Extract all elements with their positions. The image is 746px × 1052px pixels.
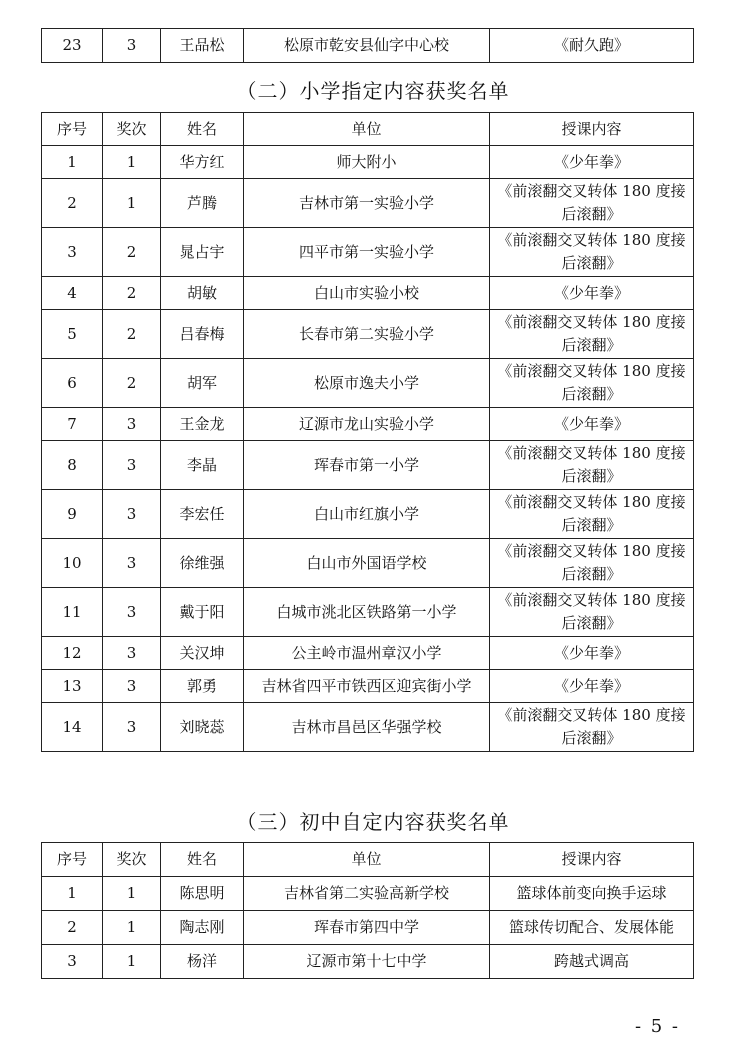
- table-header-row: [42, 843, 694, 877]
- cell-rank: 3: [103, 539, 161, 588]
- header-content: 授课内容: [490, 843, 694, 877]
- cell-rank: 3: [103, 670, 161, 703]
- cell-unit: 长春市第二实验小学: [244, 310, 490, 359]
- cell-rank: 3: [103, 408, 161, 441]
- cell-content: 《前滚翻交叉转体 180 度接后滚翻》: [490, 588, 694, 637]
- cell-unit: 吉林市昌邑区华强学校: [244, 703, 490, 752]
- table-row: [42, 359, 694, 408]
- cell-name: 芦腾: [161, 179, 244, 228]
- cell-no: 11: [42, 588, 103, 637]
- table-row: [42, 408, 694, 441]
- cell-rank: 2: [103, 228, 161, 277]
- cell-rank: 3: [103, 490, 161, 539]
- table-row: [42, 146, 694, 179]
- cell-unit: 吉林市第一实验小学: [244, 179, 490, 228]
- cell-no: 4: [42, 277, 103, 310]
- cell-no: 8: [42, 441, 103, 490]
- cell-rank: 1: [103, 877, 161, 911]
- cell-name: 刘晓蕊: [161, 703, 244, 752]
- cell-name: 吕春梅: [161, 310, 244, 359]
- cell-no: 10: [42, 539, 103, 588]
- cell-no: 12: [42, 637, 103, 670]
- cell-name: 晁占宇: [161, 228, 244, 277]
- cell-name: 李晶: [161, 441, 244, 490]
- cell-name: 徐维强: [161, 539, 244, 588]
- cell-no: 5: [42, 310, 103, 359]
- table-row: [42, 179, 694, 228]
- junior-award-table: [41, 842, 694, 979]
- cell-unit: 四平市第一实验小学: [244, 228, 490, 277]
- section3-title: （三）初中自定内容获奖名单: [236, 810, 510, 834]
- cell-no: 7: [42, 408, 103, 441]
- cell-unit: 白山市外国语学校: [244, 539, 490, 588]
- prev-award-table-body: [42, 29, 694, 63]
- cell-rank: 1: [103, 179, 161, 228]
- header-unit: 单位: [244, 843, 490, 877]
- page-number: - 5 -: [634, 1016, 680, 1037]
- table-row: [42, 945, 694, 979]
- table-row: [42, 441, 694, 490]
- cell-rank: 3: [103, 441, 161, 490]
- cell-name: 王品松: [161, 29, 244, 63]
- cell-no: 23: [42, 29, 103, 63]
- cell-content: 《少年拳》: [490, 637, 694, 670]
- cell-content: 《前滚翻交叉转体 180 度接后滚翻》: [490, 359, 694, 408]
- table-row: [42, 637, 694, 670]
- cell-no: 2: [42, 911, 103, 945]
- section2-title: （二）小学指定内容获奖名单: [236, 79, 510, 103]
- table-row: [42, 277, 694, 310]
- cell-content: 《少年拳》: [490, 146, 694, 179]
- prev-award-table: [41, 28, 694, 63]
- cell-no: 2: [42, 179, 103, 228]
- cell-no: 14: [42, 703, 103, 752]
- cell-unit: 松原市乾安县仙字中心校: [244, 29, 490, 63]
- table-row: [42, 310, 694, 359]
- cell-content: 篮球体前变向换手运球: [490, 877, 694, 911]
- cell-rank: 3: [103, 703, 161, 752]
- cell-unit: 师大附小: [244, 146, 490, 179]
- cell-unit: 珲春市第四中学: [244, 911, 490, 945]
- table-row: [42, 228, 694, 277]
- header-name: 姓名: [161, 113, 244, 146]
- cell-name: 杨洋: [161, 945, 244, 979]
- cell-content: 篮球传切配合、发展体能: [490, 911, 694, 945]
- table-row: [42, 703, 694, 752]
- cell-content: 《耐久跑》: [490, 29, 694, 63]
- cell-content: 《前滚翻交叉转体 180 度接后滚翻》: [490, 490, 694, 539]
- cell-name: 胡敏: [161, 277, 244, 310]
- cell-content: 《前滚翻交叉转体 180 度接后滚翻》: [490, 441, 694, 490]
- cell-name: 陶志刚: [161, 911, 244, 945]
- cell-unit: 白城市洮北区铁路第一小学: [244, 588, 490, 637]
- cell-content: 《前滚翻交叉转体 180 度接后滚翻》: [490, 228, 694, 277]
- cell-name: 李宏任: [161, 490, 244, 539]
- table-row: [42, 911, 694, 945]
- cell-unit: 吉林省四平市铁西区迎宾街小学: [244, 670, 490, 703]
- cell-rank: 3: [103, 29, 161, 63]
- header-rank: 奖次: [103, 113, 161, 146]
- cell-unit: 松原市逸夫小学: [244, 359, 490, 408]
- header-no: 序号: [42, 113, 103, 146]
- cell-unit: 白山市实验小校: [244, 277, 490, 310]
- cell-name: 关汉坤: [161, 637, 244, 670]
- table-header-row: [42, 113, 694, 146]
- cell-content: 《少年拳》: [490, 670, 694, 703]
- cell-no: 3: [42, 945, 103, 979]
- cell-content: 《前滚翻交叉转体 180 度接后滚翻》: [490, 179, 694, 228]
- cell-unit: 白山市红旗小学: [244, 490, 490, 539]
- table-row: [42, 490, 694, 539]
- cell-rank: 2: [103, 359, 161, 408]
- cell-content: 《少年拳》: [490, 277, 694, 310]
- primary-award-table-body: [42, 146, 694, 752]
- cell-no: 1: [42, 146, 103, 179]
- cell-name: 胡军: [161, 359, 244, 408]
- header-no: 序号: [42, 843, 103, 877]
- table-row: [42, 588, 694, 637]
- cell-unit: 辽源市龙山实验小学: [244, 408, 490, 441]
- cell-no: 1: [42, 877, 103, 911]
- junior-award-table-body: [42, 877, 694, 979]
- cell-no: 6: [42, 359, 103, 408]
- header-name: 姓名: [161, 843, 244, 877]
- cell-name: 郭勇: [161, 670, 244, 703]
- cell-unit: 珲春市第一小学: [244, 441, 490, 490]
- cell-rank: 3: [103, 637, 161, 670]
- cell-unit: 吉林省第二实验高新学校: [244, 877, 490, 911]
- cell-rank: 2: [103, 277, 161, 310]
- cell-name: 王金龙: [161, 408, 244, 441]
- cell-name: 戴于阳: [161, 588, 244, 637]
- cell-rank: 1: [103, 911, 161, 945]
- cell-content: 《少年拳》: [490, 408, 694, 441]
- header-rank: 奖次: [103, 843, 161, 877]
- table-row: [42, 539, 694, 588]
- cell-no: 3: [42, 228, 103, 277]
- cell-content: 《前滚翻交叉转体 180 度接后滚翻》: [490, 539, 694, 588]
- cell-name: 华方红: [161, 146, 244, 179]
- cell-rank: 3: [103, 588, 161, 637]
- header-content: 授课内容: [490, 113, 694, 146]
- table-row: [42, 670, 694, 703]
- header-unit: 单位: [244, 113, 490, 146]
- cell-no: 13: [42, 670, 103, 703]
- cell-unit: 公主岭市温州章汉小学: [244, 637, 490, 670]
- table-row: [42, 29, 694, 63]
- cell-name: 陈思明: [161, 877, 244, 911]
- table-row: [42, 877, 694, 911]
- cell-rank: 1: [103, 146, 161, 179]
- cell-content: 《前滚翻交叉转体 180 度接后滚翻》: [490, 310, 694, 359]
- cell-unit: 辽源市第十七中学: [244, 945, 490, 979]
- cell-rank: 1: [103, 945, 161, 979]
- cell-no: 9: [42, 490, 103, 539]
- cell-rank: 2: [103, 310, 161, 359]
- cell-content: 《前滚翻交叉转体 180 度接后滚翻》: [490, 703, 694, 752]
- primary-award-table: [41, 112, 694, 752]
- cell-content: 跨越式调高: [490, 945, 694, 979]
